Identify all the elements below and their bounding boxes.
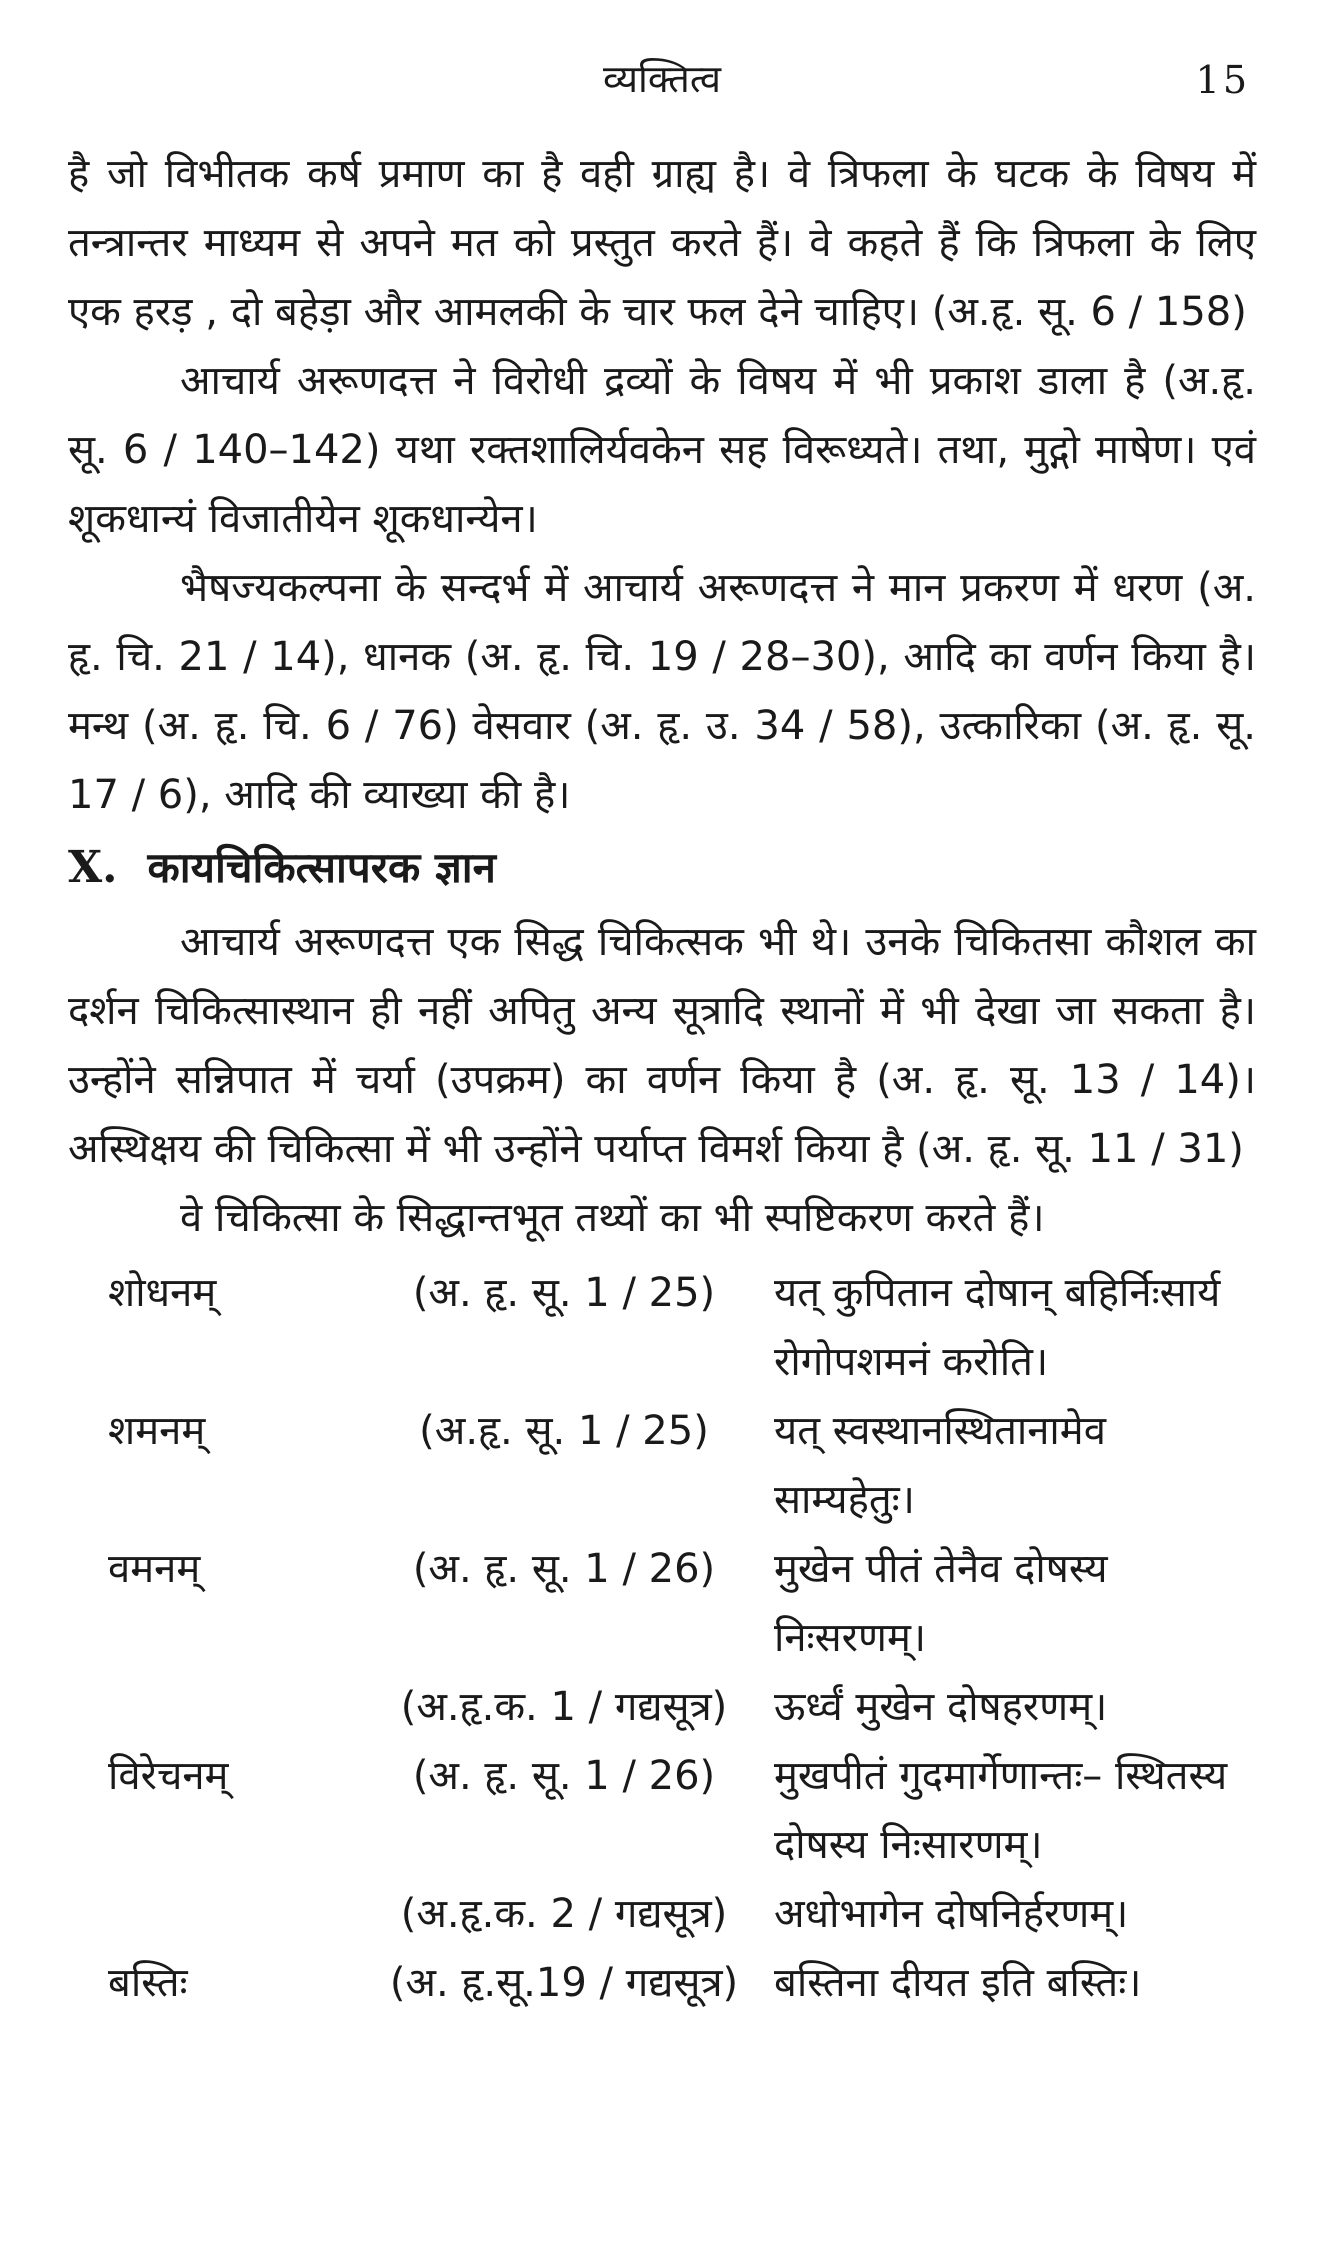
definition-row [68, 1397, 1256, 1535]
definition-term: वमनम् [108, 1546, 201, 1592]
definition-row [68, 1742, 1256, 1880]
paragraph: आचार्य अरूणदत्त एक सिद्ध चिकित्सक भी थे। उनके चिकितसा कौशल का दर्शन चिकित्सास्थान ही नहीं अपितु अन्य सूत्रादि स्थानों में भी देखा जा सकता है। उन्होंने सन्निपात में चर्या (उपक्रम) का वर्णन किया है (अ. हृ. सू. 13 / 14)। अस्थिक्षय की चिकित्सा में भी उन्होंने पर्याप्त विमर्श किया है (अ. हृ. सू. 11 / 31) [68, 919, 1256, 1172]
page-number: 15 [1195, 58, 1250, 102]
section-number: X. [68, 842, 118, 893]
page-body [68, 140, 1256, 2018]
definition-list [68, 1259, 1256, 2018]
definition-reference: (अ. हृ. सू. 1 / 26) [412, 1546, 716, 1592]
definition-term [68, 1880, 384, 1949]
definition-term: विरेचनम् [108, 1753, 229, 1799]
section-title: कायचिकित्सापरक ज्ञान [147, 843, 496, 892]
definition-row [68, 1880, 1256, 1949]
definition-reference: (अ.हृ.क. 1 / गद्यसूत्र) [400, 1684, 728, 1730]
definition-reference: (अ. हृ.सू.19 / गद्यसूत्र) [389, 1960, 739, 2006]
definition-term [68, 1673, 384, 1742]
definition-text: अधोभागेन दोषनिर्हरणम्। [774, 1891, 1129, 1937]
definition-row [68, 1949, 1256, 2018]
paragraph: आचार्य अरूणदत्त ने विरोधी द्रव्यों के विषय में भी प्रकाश डाला है (अ.हृ. सू. 6 / 140–142) यथा रक्तशालिर्यवकेन सह विरूध्यते। तथा, मुद्गो माषेण। एवं शूकधान्यं विजातीयेन शूकधान्येन। [68, 358, 1256, 542]
running-header: व्यक्तित्व [602, 57, 722, 101]
definition-text: मुखपीतं गुदमार्गेणान्तः– स्थितस्य दोषस्य निःसारणम्। [774, 1753, 1228, 1868]
definition-row [68, 1673, 1256, 1742]
definition-text: बस्तिना दीयत इति बस्तिः। [774, 1960, 1142, 2006]
definition-term: बस्तिः [108, 1960, 188, 2006]
definition-text: ऊर्ध्वं मुखेन दोषहरणम्। [774, 1684, 1108, 1730]
definition-reference: (अ.हृ.क. 2 / गद्यसूत्र) [400, 1891, 728, 1937]
paragraph: वे चिकित्सा के सिद्धान्तभूत तथ्यों का भी स्पष्टिकरण करते हैं। [180, 1195, 1045, 1241]
definition-reference: (अ. हृ. सू. 1 / 25) [412, 1270, 716, 1316]
definition-reference: (अ. हृ. सू. 1 / 26) [412, 1753, 716, 1799]
definition-term: शोधनम् [108, 1270, 217, 1316]
paragraph: है जो विभीतक कर्ष प्रमाण का है वही ग्राह्य है। वे त्रिफला के घटक के विषय में तन्त्रान्तर माध्यम से अपने मत को प्रस्तुत करते हैं। वे कहते हैं कि त्रिफला के लिए एक हरड़ , दो बहेड़ा और आमलकी के चार फल देने चाहिए। (अ.हृ. सू. 6 / 158) [68, 151, 1256, 335]
definition-text: मुखेन पीतं तेनैव दोषस्य निःसरणम्। [774, 1546, 1108, 1661]
definition-row [68, 1259, 1256, 1397]
paragraph: भैषज्यकल्पना के सन्दर्भ में आचार्य अरूणदत्त ने मान प्रकरण में धरण (अ. हृ. चि. 21 / 14), धानक (अ. हृ. चि. 19 / 28–30), आदि का वर्णन किया है। मन्थ (अ. हृ. चि. 6 / 76) वेसवार (अ. हृ. उ. 34 / 58), उत्कारिका (अ. हृ. सू. 17 / 6), आदि की व्याख्या की है। [68, 565, 1256, 818]
section-heading [68, 832, 1256, 904]
definition-row [68, 1535, 1256, 1673]
definition-text: यत् कुपितान दोषान् बहिर्निःसार्य रोगोपशमनं करोति। [774, 1270, 1221, 1385]
definition-text: यत् स्वस्थानस्थितानामेव साम्यहेतुः। [774, 1408, 1106, 1523]
definition-term: शमनम् [108, 1408, 206, 1454]
definition-reference: (अ.हृ. सू. 1 / 25) [419, 1408, 709, 1454]
